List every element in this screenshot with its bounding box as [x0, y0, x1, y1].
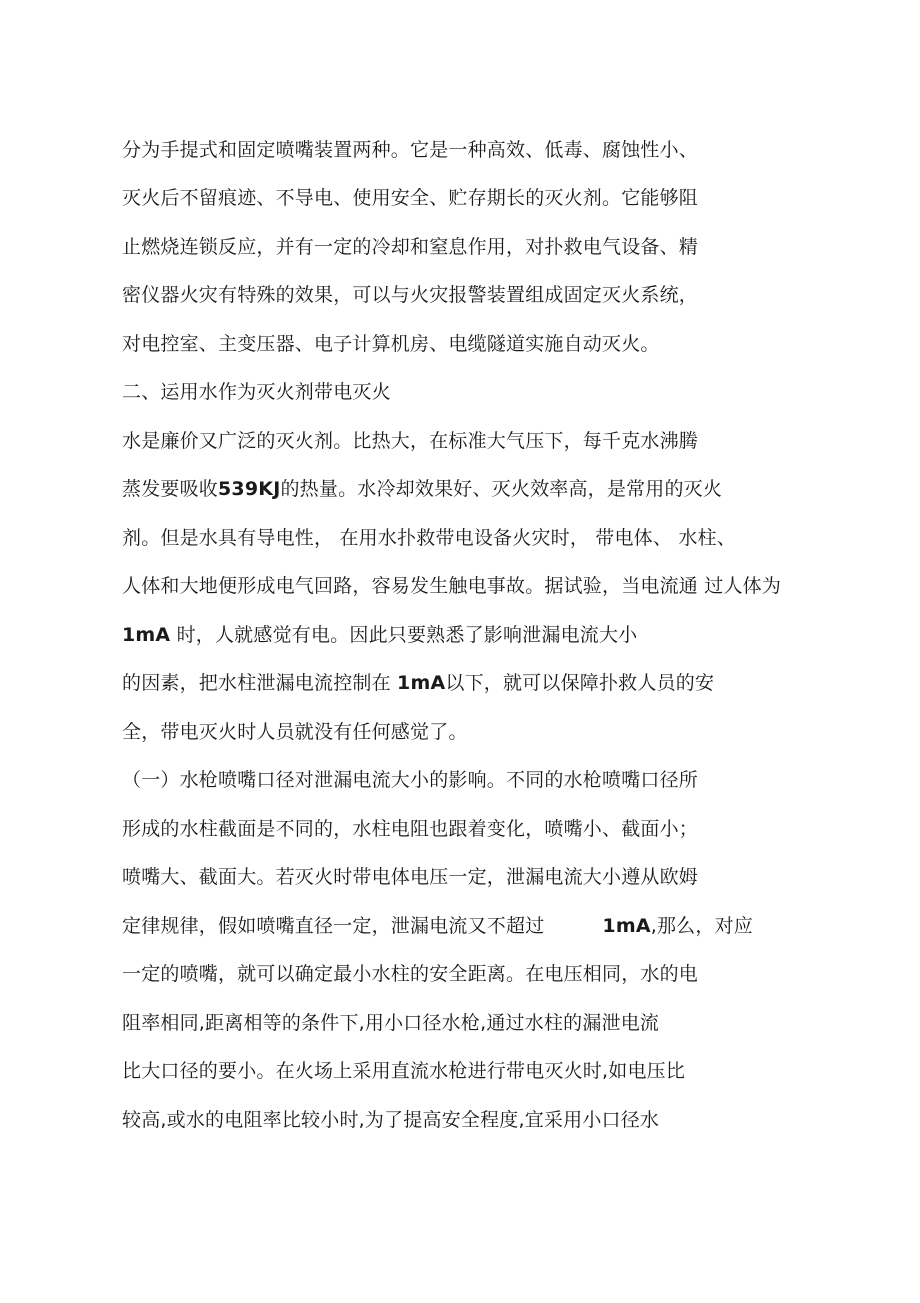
text-line: 较高,或水的电阻率比较小时,为了提高安全程度,宜采用小口径水 [122, 1109, 660, 1131]
text-line: 喷嘴大、截面大。若灭火时带电体电压一定，泄漏电流大小遵从欧姆 [122, 866, 699, 888]
text-line: （一）水枪喷嘴口径对泄漏电流大小的影响。不同的水枪喷嘴口径所 [122, 769, 699, 791]
bold-value: 1mA [122, 624, 171, 646]
text-line: 人体和大地便形成电气回路，容易发生触电事故。据试验，当电流通 过人体为 [122, 575, 782, 597]
text-line: 剂。但是水具有导电性， 在用水扑救带电设备火灾时， 带电体、 水柱、 [122, 527, 736, 549]
text-line: 止燃烧连锁反应，并有一定的冷却和窒息作用，对扑救电气设备、精 [122, 236, 699, 258]
text-line: 水是廉价又广泛的灭火剂。比热大，在标准大气压下，每千克水沸腾 [122, 430, 699, 452]
text-segment: 时，人就感觉有电。因此只要熟悉了影响泄漏电流大小 [170, 624, 638, 646]
text-line [122, 477, 722, 501]
text-line: 阻率相同,距离相等的条件下,用小口径水枪,通过水柱的漏泄电流 [122, 1012, 660, 1034]
text-line: 密仪器火灾有特殊的效果，可以与火灾报警装置组成固定灭火系统， [122, 284, 699, 306]
text-line [122, 671, 714, 695]
bold-value: 539KJ [218, 478, 281, 500]
text-line: 灭火后不留痕迹、不导电、使用安全、贮存期长的灭火剂。它能够阻 [122, 187, 699, 209]
text-line [122, 623, 637, 647]
text-line: 一定的喷嘴，就可以确定最小水柱的安全距离。在电压相同，水的电 [122, 963, 699, 985]
bold-value: 1mA [397, 672, 446, 694]
text-line [122, 914, 753, 938]
section-heading: 二、运用水作为灭火剂带电灭火 [122, 381, 391, 403]
text-line: 对电控室、主变压器、电子计算机房、电缆隧道实施自动灭火。 [122, 333, 660, 355]
text-segment: 的因素，把水柱泄漏电流控制在 [122, 672, 398, 694]
text-segment: 的热量。水冷却效果好、灭火效率高，是常用的灭火 [280, 478, 723, 500]
text-segment: ,那么，对应 [650, 915, 753, 937]
text-segment: 以下，就可以保障扑救人员的安 [445, 672, 715, 694]
text-segment: 蒸发要吸收 [122, 478, 219, 500]
text-segment: 定律规律，假如喷嘴直径一定，泄漏电流又不超过 [122, 915, 545, 937]
text-line: 比大口径的要小。在火场上采用直流水枪进行带电灭火时,如电压比 [122, 1060, 686, 1082]
bold-value: 1mA [602, 915, 651, 937]
text-line: 形成的水柱截面是不同的，水柱电阻也跟着变化，喷嘴小、截面小； [122, 818, 699, 840]
text-line: 全，带电灭火时人员就没有任何感觉了。 [122, 721, 468, 743]
text-line: 分为手提式和固定喷嘴装置两种。它是一种高效、低毒、腐蚀性小、 [122, 139, 699, 161]
